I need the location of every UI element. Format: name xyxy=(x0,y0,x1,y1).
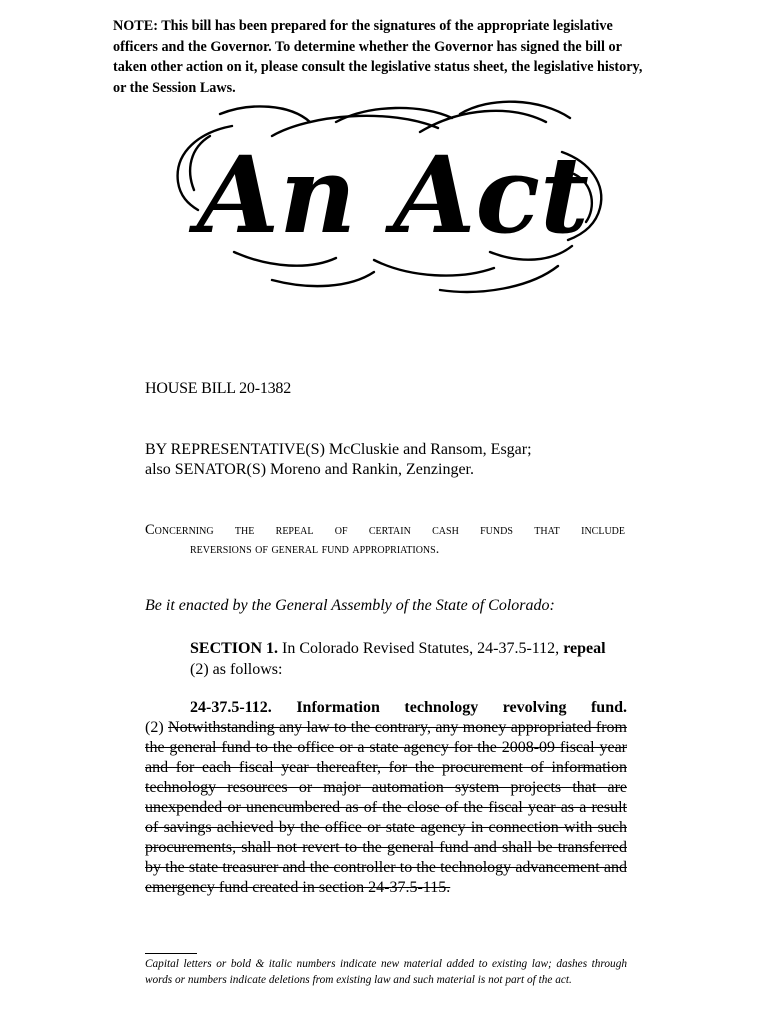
concerning-line-1: Concerning the repeal of certain cash funds that include xyxy=(145,522,625,538)
section-repeal-word: repeal xyxy=(563,640,606,657)
statute-title: Information technology revolving fund. xyxy=(296,699,627,716)
footnote-rule xyxy=(145,953,197,954)
statute-heading xyxy=(145,698,627,718)
footnote: Capital letters or bold & italic numbers indicate new material added to existing law; dashes through words or numbers indicate deletions from existing law and such material is not part of the act. xyxy=(145,958,627,986)
statute-subsection: (2) xyxy=(145,719,164,736)
an-act-logo xyxy=(160,92,635,302)
an-act-logo-text: An Act xyxy=(197,132,589,257)
bill-number: HOUSE BILL 20-1382 xyxy=(145,380,292,397)
concerning-clause xyxy=(145,520,625,560)
sponsors-representatives: BY REPRESENTATIVE(S) McCluskie and Ransom, Esgar; xyxy=(145,441,532,458)
enacting-clause: Be it enacted by the General Assembly of the State of Colorado: xyxy=(145,597,555,614)
concerning-line-2: reversions of general fund appropriations. xyxy=(190,542,440,557)
section-text-before: In Colorado Revised Statutes, 24-37.5-112, xyxy=(278,640,564,657)
sponsors xyxy=(145,440,630,480)
section-heading: SECTION 1. xyxy=(190,640,279,657)
statute-number: 24-37.5-112. xyxy=(190,699,272,716)
status-note: NOTE: This bill has been prepared for the signatures of the appropriate legislative officers and the Governor. To determine whether the Governor has signed the bill or taken other action on it, please consult the legislative status sheet, the legislative history, or the Session Laws. xyxy=(113,18,643,96)
struck-text: Notwithstanding any law to the contrary, any money appropriated from the general fund to the office or a state agency for the 2008-09 fiscal year and for each fiscal year thereafter, for the procurement of information technology resources or major automation system projects that are unexpended or unencumbered as of the close of the fiscal year as a result of savings achieved by the office or state agency in connection with such procurements, shall not revert to the general fund and shall be transferred by the state treasurer and the controller to the technology advancement and emergency fund created in section 24-37.5-115. xyxy=(145,719,628,896)
statute-text xyxy=(145,698,627,898)
section-text-after: (2) as follows: xyxy=(190,661,283,678)
sponsors-senators: also SENATOR(S) Moreno and Rankin, Zenzinger. xyxy=(145,461,474,478)
section-1 xyxy=(145,638,627,680)
